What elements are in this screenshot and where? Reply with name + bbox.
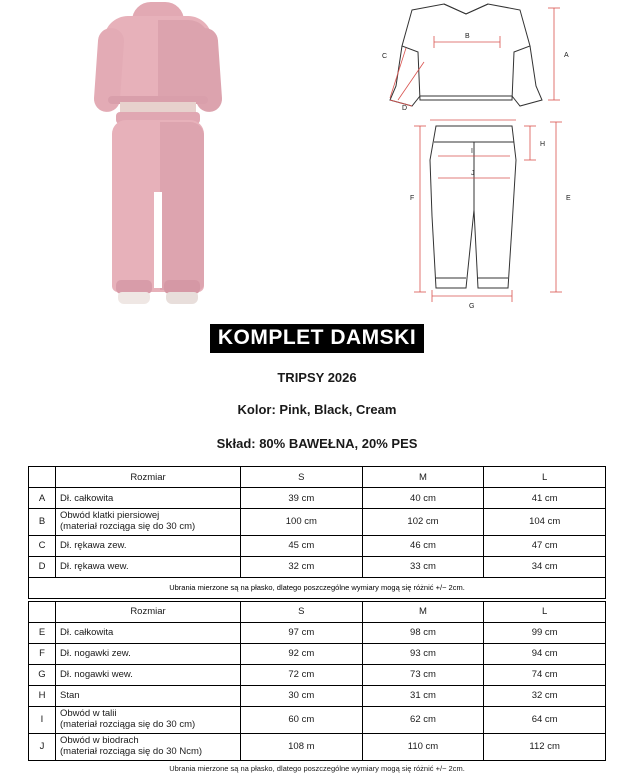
table-row: [29, 643, 606, 664]
table-row: [29, 664, 606, 685]
header-size-m: M: [362, 467, 484, 488]
row-value-m: 46 cm: [362, 535, 484, 556]
table-header-row: [29, 601, 606, 622]
size-tables: [0, 466, 634, 773]
model-shoe-right: [166, 292, 198, 304]
row-value-m: 62 cm: [362, 706, 484, 733]
dim-label-I: I: [471, 148, 473, 155]
technical-drawing-svg: [316, 0, 634, 312]
row-value-s: 30 cm: [241, 685, 363, 706]
measurement-note-bottom: Ubrania mierzone są na płasko, dlatego poszczególne wymiary mogą się różnić +/− 2cm.: [169, 763, 465, 773]
row-measure: Dł. całkowita: [56, 622, 241, 643]
row-value-l: 94 cm: [484, 643, 606, 664]
table-row: [29, 509, 606, 536]
row-value-l: 32 cm: [484, 685, 606, 706]
row-measure: Dł. nogawki zew.: [56, 643, 241, 664]
model-shoe-left: [118, 292, 150, 304]
dim-label-J: J: [471, 170, 475, 177]
row-measure: Dł. rękawa wew.: [56, 556, 241, 577]
row-value-l: 41 cm: [484, 488, 606, 509]
product-photo: [0, 0, 316, 312]
row-value-l: 34 cm: [484, 556, 606, 577]
row-value-s: 108 m: [241, 733, 363, 760]
row-value-s: 92 cm: [241, 643, 363, 664]
table-row: [29, 535, 606, 556]
row-letter: I: [29, 706, 56, 733]
row-value-l: 47 cm: [484, 535, 606, 556]
table-note-row: [29, 577, 606, 598]
row-value-s: 45 cm: [241, 535, 363, 556]
dim-label-B: B: [465, 33, 470, 40]
row-measure-line2: (materiał rozciąga się do 30 cm): [60, 718, 196, 730]
row-value-s: 32 cm: [241, 556, 363, 577]
row-value-l: 74 cm: [484, 664, 606, 685]
table-header-row: [29, 467, 606, 488]
row-value-m: 98 cm: [362, 622, 484, 643]
table-row: [29, 488, 606, 509]
row-value-s: 100 cm: [241, 509, 363, 536]
row-value-s: 39 cm: [241, 488, 363, 509]
table-row: [29, 685, 606, 706]
header-size-l: L: [484, 467, 606, 488]
row-value-l: 64 cm: [484, 706, 606, 733]
header-size-s: S: [241, 601, 363, 622]
row-value-m: 73 cm: [362, 664, 484, 685]
composition-line: Skład: 80% BAWEŁNA, 20% PES: [216, 436, 418, 451]
size-table-top: [28, 466, 606, 599]
row-value-m: 31 cm: [362, 685, 484, 706]
row-value-m: 102 cm: [362, 509, 484, 536]
row-value-s: 60 cm: [241, 706, 363, 733]
row-letter: B: [29, 509, 56, 536]
header-measure: Rozmiar: [56, 467, 241, 488]
row-value-l: 112 cm: [484, 733, 606, 760]
dim-label-H: H: [540, 141, 546, 148]
row-value-m: 110 cm: [362, 733, 484, 760]
row-measure-line1: Obwód w biodrach: [60, 734, 139, 746]
header-size-m: M: [362, 601, 484, 622]
table-row: [29, 733, 606, 760]
row-letter: D: [29, 556, 56, 577]
table-row: [29, 556, 606, 577]
row-measure-line1: Obwód w talii: [60, 707, 117, 719]
row-letter: H: [29, 685, 56, 706]
product-imagery: [0, 0, 634, 312]
row-letter: A: [29, 488, 56, 509]
dim-label-D: D: [402, 105, 408, 112]
technical-drawings: [316, 0, 634, 312]
table-row: [29, 622, 606, 643]
row-measure-line2: (materiał rozciąga się do 30 cm): [60, 520, 196, 532]
row-value-m: 40 cm: [362, 488, 484, 509]
row-value-m: 93 cm: [362, 643, 484, 664]
row-value-l: 99 cm: [484, 622, 606, 643]
row-value-s: 97 cm: [241, 622, 363, 643]
table-row: [29, 706, 606, 733]
model-illustration: [78, 2, 238, 308]
row-measure-line2: (materiał rozciąga się do 30 Ncm): [60, 745, 203, 757]
row-measure: [56, 706, 241, 733]
row-value-m: 33 cm: [362, 556, 484, 577]
product-heading: [0, 312, 634, 451]
row-letter: G: [29, 664, 56, 685]
header-size-s: S: [241, 467, 363, 488]
header-measure: Rozmiar: [56, 601, 241, 622]
dim-label-A: A: [564, 52, 569, 59]
row-letter: C: [29, 535, 56, 556]
model-name: TRIPSY 2026: [277, 370, 357, 385]
row-measure: [56, 733, 241, 760]
row-measure-line1: Obwód klatki piersiowej: [60, 510, 160, 521]
row-measure: Dł. nogawki wew.: [56, 664, 241, 685]
row-measure: Stan: [56, 685, 241, 706]
row-letter: E: [29, 622, 56, 643]
row-measure: Dł. całkowita: [56, 488, 241, 509]
header-letter: [29, 467, 56, 488]
header-size-l: L: [484, 601, 606, 622]
row-value-l: 104 cm: [484, 509, 606, 536]
model-leg-gap: [154, 192, 162, 288]
row-measure: [56, 509, 241, 536]
size-table-bottom: [28, 601, 606, 761]
model-pants-shade: [160, 122, 204, 290]
dim-label-C: C: [382, 53, 388, 60]
row-value-s: 72 cm: [241, 664, 363, 685]
page-title: KOMPLET DAMSKI: [210, 324, 424, 353]
dim-label-G: G: [469, 303, 475, 310]
header-letter: [29, 601, 56, 622]
row-letter: J: [29, 733, 56, 760]
dim-label-E: E: [566, 195, 571, 202]
row-measure: Dł. rękawa zew.: [56, 535, 241, 556]
measurement-note: Ubrania mierzone są na płasko, dlatego poszczególne wymiary mogą się różnić +/− 2cm.: [29, 577, 606, 598]
dim-label-F: F: [410, 195, 415, 202]
color-line: Kolor: Pink, Black, Cream: [237, 402, 397, 417]
row-letter: F: [29, 643, 56, 664]
